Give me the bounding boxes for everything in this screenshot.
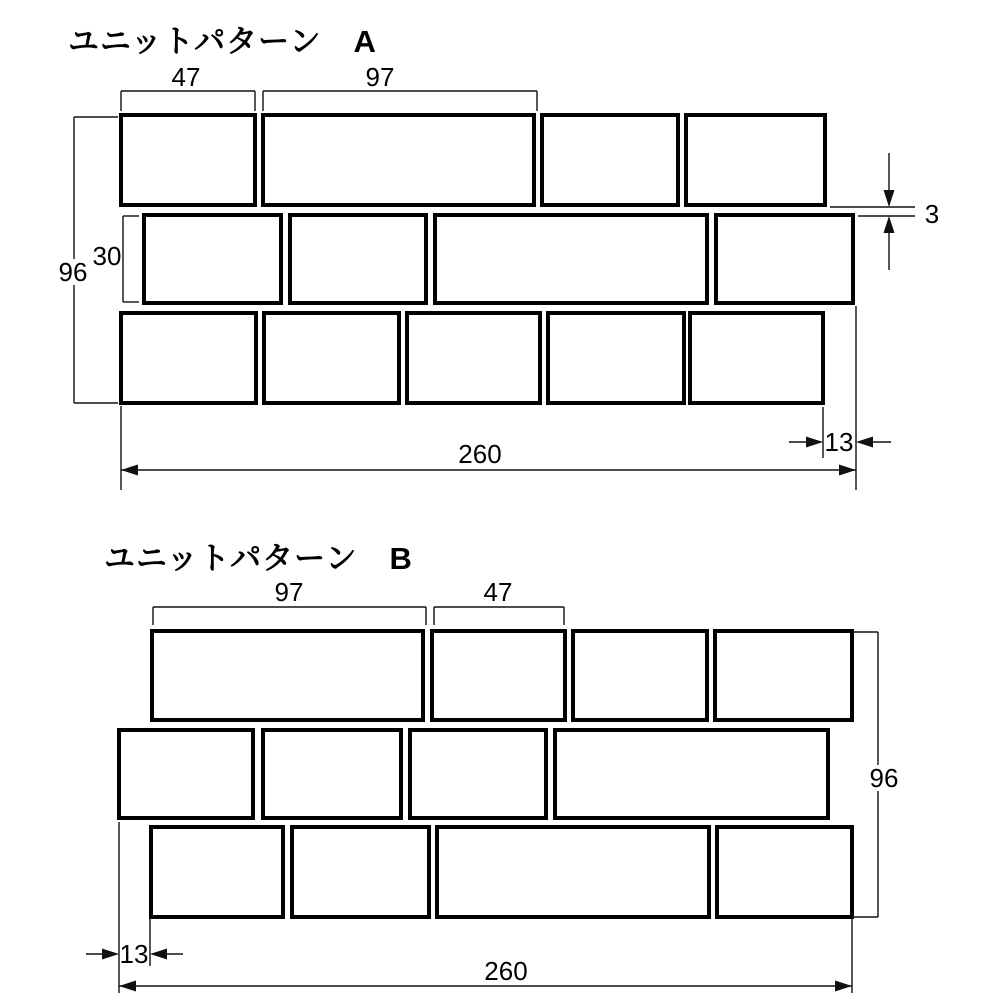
pattern-b-row1-brick3 [573,631,707,720]
pattern-b-row2-brick1 [119,730,253,818]
pattern-a-dim-47: 47 [171,62,201,92]
pattern-b-row3-brick3 [437,827,709,917]
pattern-b-row3-brick1 [151,827,283,917]
pattern-b-dim-96: 96 [869,763,899,793]
pattern-a-arrowhead-left-4 [856,437,873,448]
pattern-b-dim-97: 97 [274,577,304,607]
pattern-a-row3-brick4 [548,313,684,403]
pattern-a-arrowhead-up-2 [884,216,895,233]
pattern-b-row2-brick4 [555,730,828,818]
pattern-a-row3-brick3 [407,313,540,403]
pattern-b-row2-brick2 [263,730,401,818]
pattern-a-dim-97: 97 [365,62,395,92]
pattern-b-row3-brick4 [717,827,852,917]
pattern-a-arrowhead-right-6 [839,465,856,476]
pattern-b-row2-brick3 [410,730,546,818]
pattern-b-row1-brick1 [152,631,423,720]
pattern-b-row3-brick2 [292,827,429,917]
pattern-a-row1-brick3 [542,115,678,205]
pattern-a-row3-brick2 [264,313,399,403]
pattern-b-arrowhead-right-1 [102,949,119,960]
pattern-a-dim-96: 96 [58,257,88,287]
pattern-b-dim-260: 260 [484,956,528,986]
pattern-a-row1-brick2 [263,115,534,205]
pattern-a-row2-brick2 [290,215,426,303]
pattern-a-row1-brick1 [121,115,255,205]
pattern-a-row3-brick5 [690,313,823,403]
pattern-b-title: ユニットパターン B [104,541,413,576]
pattern-a-title: ユニットパターン A [68,24,377,59]
pattern-b-dim-47: 47 [483,577,513,607]
pattern-b-dim-13: 13 [119,939,149,969]
pattern-a-row2-brick4 [716,215,853,303]
pattern-a-dim-260: 260 [458,439,502,469]
pattern-a-arrowhead-down-1 [884,190,895,207]
pattern-a-arrowhead-right-3 [806,437,823,448]
pattern-a-dim-30: 30 [92,241,122,271]
pattern-a-row2-brick1 [144,215,281,303]
pattern-b-arrowhead-left-2 [150,949,167,960]
pattern-a-arrowhead-left-5 [121,465,138,476]
pattern-a-dim-13: 13 [824,427,854,457]
pattern-a-row2-brick3 [435,215,707,303]
pattern-a-row1-brick4 [686,115,825,205]
pattern-b-row1-brick2 [432,631,565,720]
pattern-b-arrowhead-right-4 [835,981,852,992]
pattern-b-row1-brick4 [715,631,852,720]
pattern-a-dim-3: 3 [924,199,940,229]
pattern-a-row3-brick1 [121,313,256,403]
pattern-b-arrowhead-left-3 [119,981,136,992]
